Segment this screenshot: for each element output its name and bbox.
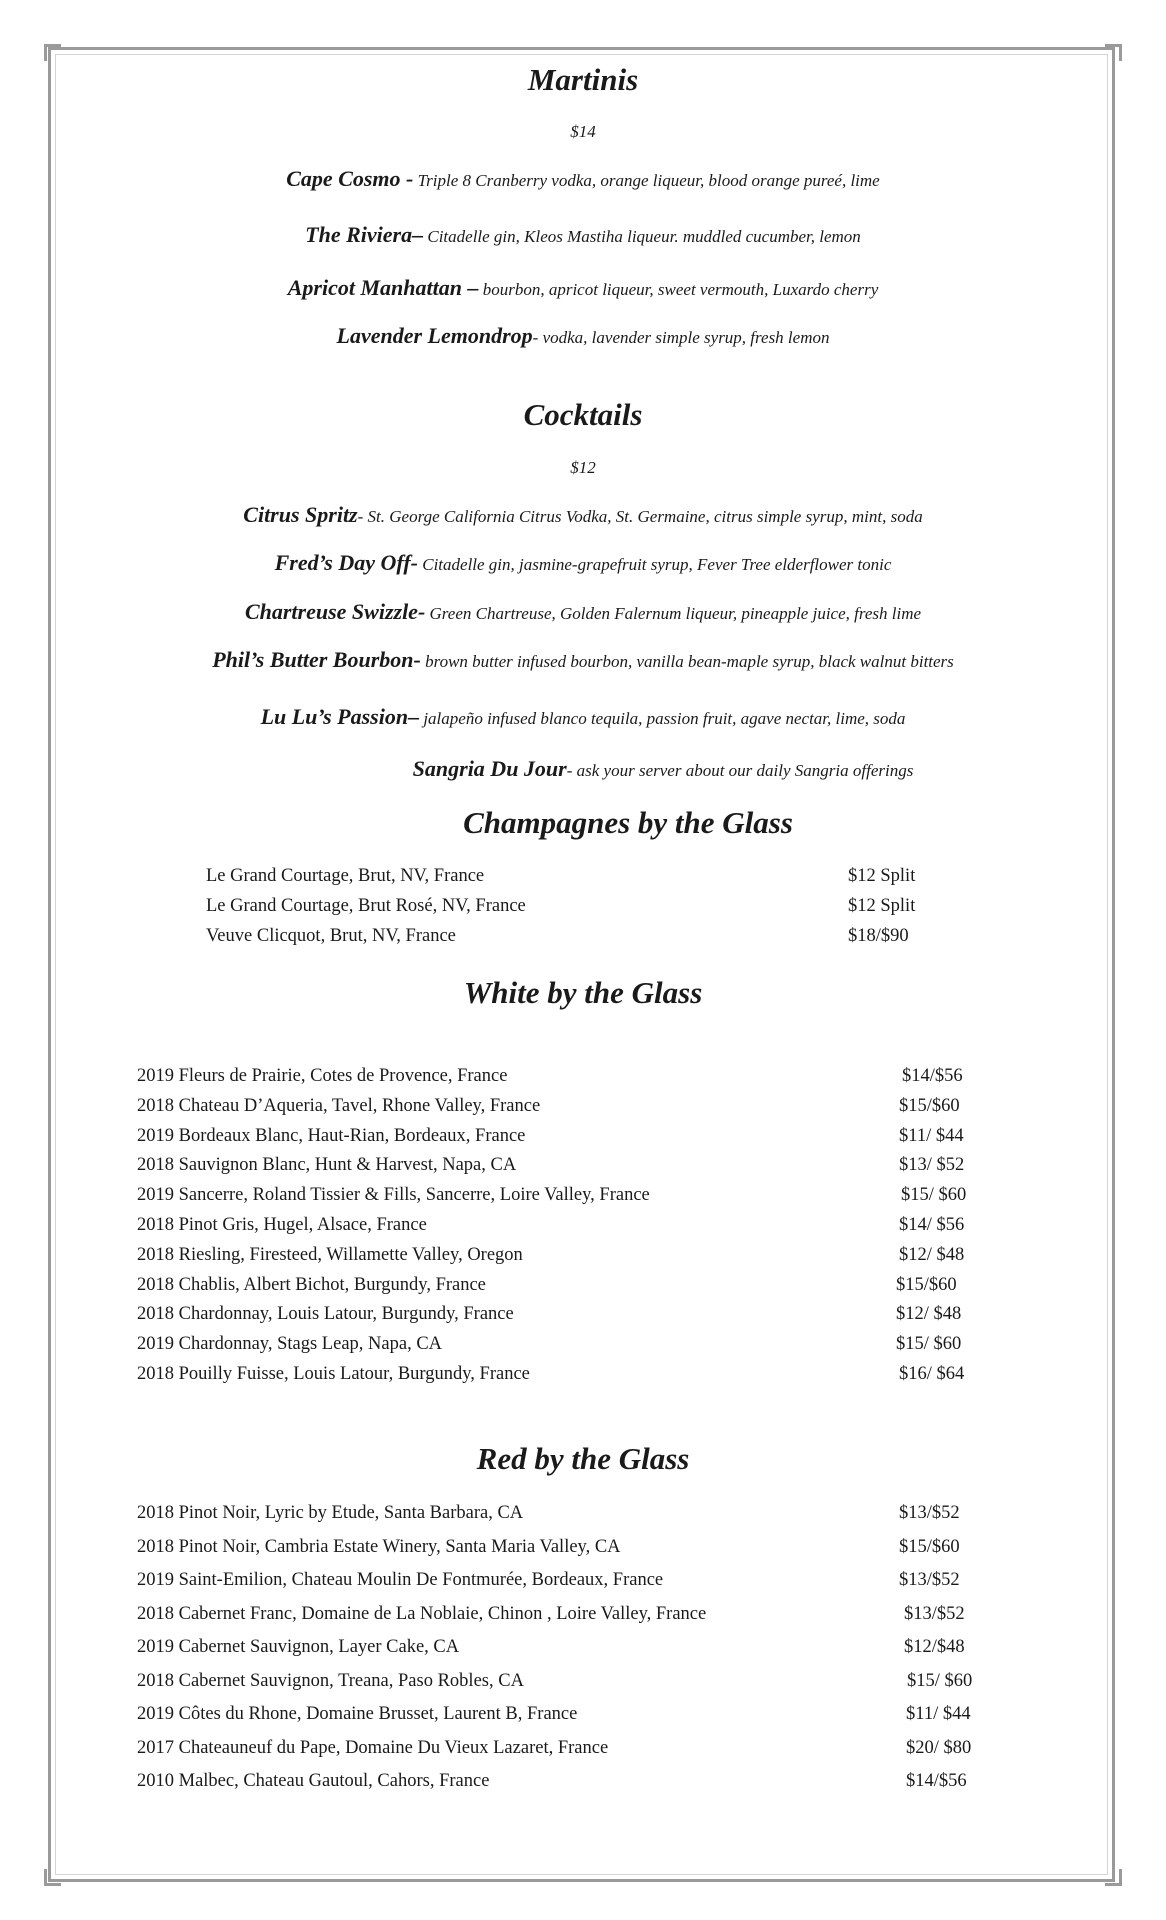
list-item bbox=[137, 1126, 1017, 1156]
drink-description: jalapeño infused blanco tequila, passion fruit, agave nectar, lime, soda bbox=[419, 709, 906, 728]
cocktails-price: $12 bbox=[570, 458, 596, 477]
list-item bbox=[137, 1771, 1017, 1805]
wine-name: 2019 Sancerre, Roland Tissier & Fills, Sancerre, Loire Valley, France bbox=[137, 1185, 650, 1206]
wine-name: 2019 Côtes du Rhone, Domaine Brusset, Laurent B, France bbox=[137, 1704, 578, 1724]
martini-item bbox=[0, 323, 1166, 349]
list-item bbox=[206, 866, 966, 896]
wine-name: 2018 Chardonnay, Louis Latour, Burgundy, France bbox=[137, 1304, 514, 1325]
cocktail-item bbox=[0, 502, 1166, 528]
reds-title: Red by the Glass bbox=[476, 1441, 690, 1476]
list-item bbox=[137, 1671, 1017, 1705]
drink-name: Apricot Manhattan – bbox=[287, 275, 479, 300]
wine-price: $13/$52 bbox=[904, 1603, 965, 1624]
corner-ornament bbox=[1105, 44, 1122, 61]
wine-name: 2018 Chateau D’Aqueria, Tavel, Rhone Valley, France bbox=[137, 1095, 541, 1116]
wine-price: $20/ $80 bbox=[906, 1737, 972, 1758]
wine-name: Le Grand Courtage, Brut Rosé, NV, France bbox=[206, 895, 526, 916]
martini-item bbox=[0, 222, 1166, 248]
white-wine-list bbox=[137, 1066, 1017, 1394]
wine-name: 2018 Riesling, Firesteed, Willamette Valley, Oregon bbox=[137, 1244, 523, 1265]
martini-item bbox=[0, 166, 1166, 192]
cocktails-title: Cocktails bbox=[523, 397, 643, 432]
list-item bbox=[137, 1215, 1017, 1245]
wine-price: $12/$48 bbox=[904, 1637, 965, 1657]
wine-price: $12/ $48 bbox=[896, 1304, 962, 1325]
wine-price: $16/ $64 bbox=[899, 1363, 965, 1384]
wine-price: $15/ $60 bbox=[901, 1185, 967, 1206]
drink-description: - vodka, lavender simple syrup, fresh lemon bbox=[532, 328, 830, 347]
drink-description: bourbon, apricot liqueur, sweet vermouth, Luxardo cherry bbox=[478, 280, 879, 299]
wine-name: 2019 Chardonnay, Stags Leap, Napa, CA bbox=[137, 1334, 443, 1355]
list-item bbox=[137, 1503, 1017, 1537]
list-item bbox=[137, 1537, 1017, 1571]
drink-name: Sangria Du Jour bbox=[412, 756, 567, 781]
drink-name: Chartreuse Swizzle- bbox=[244, 599, 426, 624]
wine-price: $15/$60 bbox=[899, 1536, 960, 1557]
list-item bbox=[137, 1704, 1017, 1738]
drink-name: Phil’s Butter Bourbon- bbox=[212, 647, 421, 672]
cocktail-item bbox=[0, 550, 1166, 576]
list-item bbox=[137, 1334, 1017, 1364]
wine-price: $11/ $44 bbox=[906, 1704, 971, 1724]
drink-name: Lu Lu’s Passion– bbox=[260, 704, 420, 729]
drink-description: Citadelle gin, jasmine-grapefruit syrup, Fever Tree elderflower tonic bbox=[417, 555, 892, 574]
list-item bbox=[137, 1275, 1017, 1305]
wine-name: 2019 Cabernet Sauvignon, Layer Cake, CA bbox=[137, 1637, 460, 1657]
wine-name: Le Grand Courtage, Brut, NV, France bbox=[206, 866, 485, 886]
wine-name: 2018 Cabernet Sauvignon, Treana, Paso Robles, CA bbox=[137, 1670, 524, 1691]
drink-description: brown butter infused bourbon, vanilla bean-maple syrup, black walnut bitters bbox=[420, 652, 954, 671]
cocktail-item bbox=[0, 756, 1166, 782]
martini-item bbox=[0, 275, 1166, 301]
wine-price: $11/ $44 bbox=[899, 1125, 964, 1146]
cocktail-item bbox=[0, 647, 1166, 673]
list-item bbox=[137, 1637, 1017, 1671]
wine-name: 2017 Chateauneuf du Pape, Domaine Du Vieux Lazaret, France bbox=[137, 1737, 609, 1758]
wine-name: 2018 Pinot Noir, Lyric by Etude, Santa Barbara, CA bbox=[137, 1503, 524, 1523]
wine-name: 2018 Pinot Noir, Cambria Estate Winery, Santa Maria Valley, CA bbox=[137, 1536, 621, 1557]
wine-name: 2018 Pouilly Fuisse, Louis Latour, Burgundy, France bbox=[137, 1363, 530, 1384]
drink-description: - St. George California Citrus Vodka, St. Germaine, citrus simple syrup, mint, soda bbox=[357, 507, 923, 526]
drink-name: Fred’s Day Off- bbox=[274, 550, 418, 575]
wine-name: 2019 Saint-Emilion, Chateau Moulin De Fontmurée, Bordeaux, France bbox=[137, 1570, 664, 1590]
list-item bbox=[137, 1570, 1017, 1604]
wine-name: 2019 Fleurs de Prairie, Cotes de Provence, France bbox=[137, 1066, 508, 1086]
wine-name: 2018 Pinot Gris, Hugel, Alsace, France bbox=[137, 1214, 427, 1235]
wine-price: $12 Split bbox=[848, 895, 916, 916]
cocktail-item bbox=[0, 704, 1166, 730]
martinis-title: Martinis bbox=[527, 62, 639, 97]
drink-description: - ask your server about our daily Sangria offerings bbox=[566, 761, 914, 780]
wine-name: 2018 Chablis, Albert Bichot, Burgundy, France bbox=[137, 1274, 486, 1295]
whites-title: White by the Glass bbox=[463, 975, 703, 1010]
wine-name: 2019 Bordeaux Blanc, Haut-Rian, Bordeaux, France bbox=[137, 1125, 526, 1146]
martinis-price: $14 bbox=[570, 122, 596, 141]
list-item bbox=[137, 1245, 1017, 1275]
wine-price: $15/$60 bbox=[899, 1095, 960, 1116]
wine-price: $15/ $60 bbox=[907, 1670, 973, 1691]
list-item bbox=[137, 1364, 1017, 1394]
champagne-list bbox=[206, 866, 966, 955]
drink-name: The Riviera– bbox=[305, 222, 424, 247]
wine-price: $12/ $48 bbox=[899, 1244, 965, 1265]
wine-name: 2010 Malbec, Chateau Gautoul, Cahors, France bbox=[137, 1771, 490, 1791]
list-item bbox=[137, 1738, 1017, 1772]
list-item bbox=[137, 1155, 1017, 1185]
champagnes-title: Champagnes by the Glass bbox=[463, 805, 793, 840]
drink-description: Citadelle gin, Kleos Mastiha liqueur. muddled cucumber, lemon bbox=[423, 227, 861, 246]
list-item bbox=[137, 1185, 1017, 1215]
list-item bbox=[137, 1604, 1017, 1638]
wine-price: $12 Split bbox=[848, 866, 916, 886]
wine-name: Veuve Clicquot, Brut, NV, France bbox=[206, 925, 456, 946]
wine-price: $15/$60 bbox=[896, 1274, 957, 1295]
drink-name: Citrus Spritz bbox=[243, 502, 358, 527]
cocktail-item bbox=[0, 599, 1166, 625]
drink-description: Green Chartreuse, Golden Falernum liqueur, pineapple juice, fresh lime bbox=[425, 604, 922, 623]
corner-ornament bbox=[1105, 1869, 1122, 1886]
wine-name: 2018 Cabernet Franc, Domaine de La Noblaie, Chinon , Loire Valley, France bbox=[137, 1603, 707, 1624]
list-item bbox=[206, 896, 966, 926]
wine-price: $13/$52 bbox=[899, 1570, 960, 1590]
corner-ornament bbox=[44, 44, 61, 61]
list-item bbox=[137, 1066, 1017, 1096]
drink-description: Triple 8 Cranberry vodka, orange liqueur, blood orange pureé, lime bbox=[413, 171, 880, 190]
list-item bbox=[206, 926, 966, 956]
wine-price: $18/$90 bbox=[848, 925, 909, 946]
wine-price: $13/$52 bbox=[899, 1503, 960, 1523]
list-item bbox=[137, 1096, 1017, 1126]
wine-name: 2018 Sauvignon Blanc, Hunt & Harvest, Napa, CA bbox=[137, 1155, 517, 1176]
wine-price: $14/$56 bbox=[906, 1771, 967, 1791]
wine-price: $13/ $52 bbox=[899, 1155, 965, 1176]
wine-price: $15/ $60 bbox=[896, 1334, 962, 1355]
drink-name: Cape Cosmo - bbox=[286, 166, 414, 191]
corner-ornament bbox=[44, 1869, 61, 1886]
drink-name: Lavender Lemondrop bbox=[336, 323, 533, 348]
wine-price: $14/ $56 bbox=[899, 1214, 965, 1235]
wine-price: $14/$56 bbox=[902, 1066, 963, 1086]
list-item bbox=[137, 1304, 1017, 1334]
red-wine-list bbox=[137, 1503, 1017, 1805]
